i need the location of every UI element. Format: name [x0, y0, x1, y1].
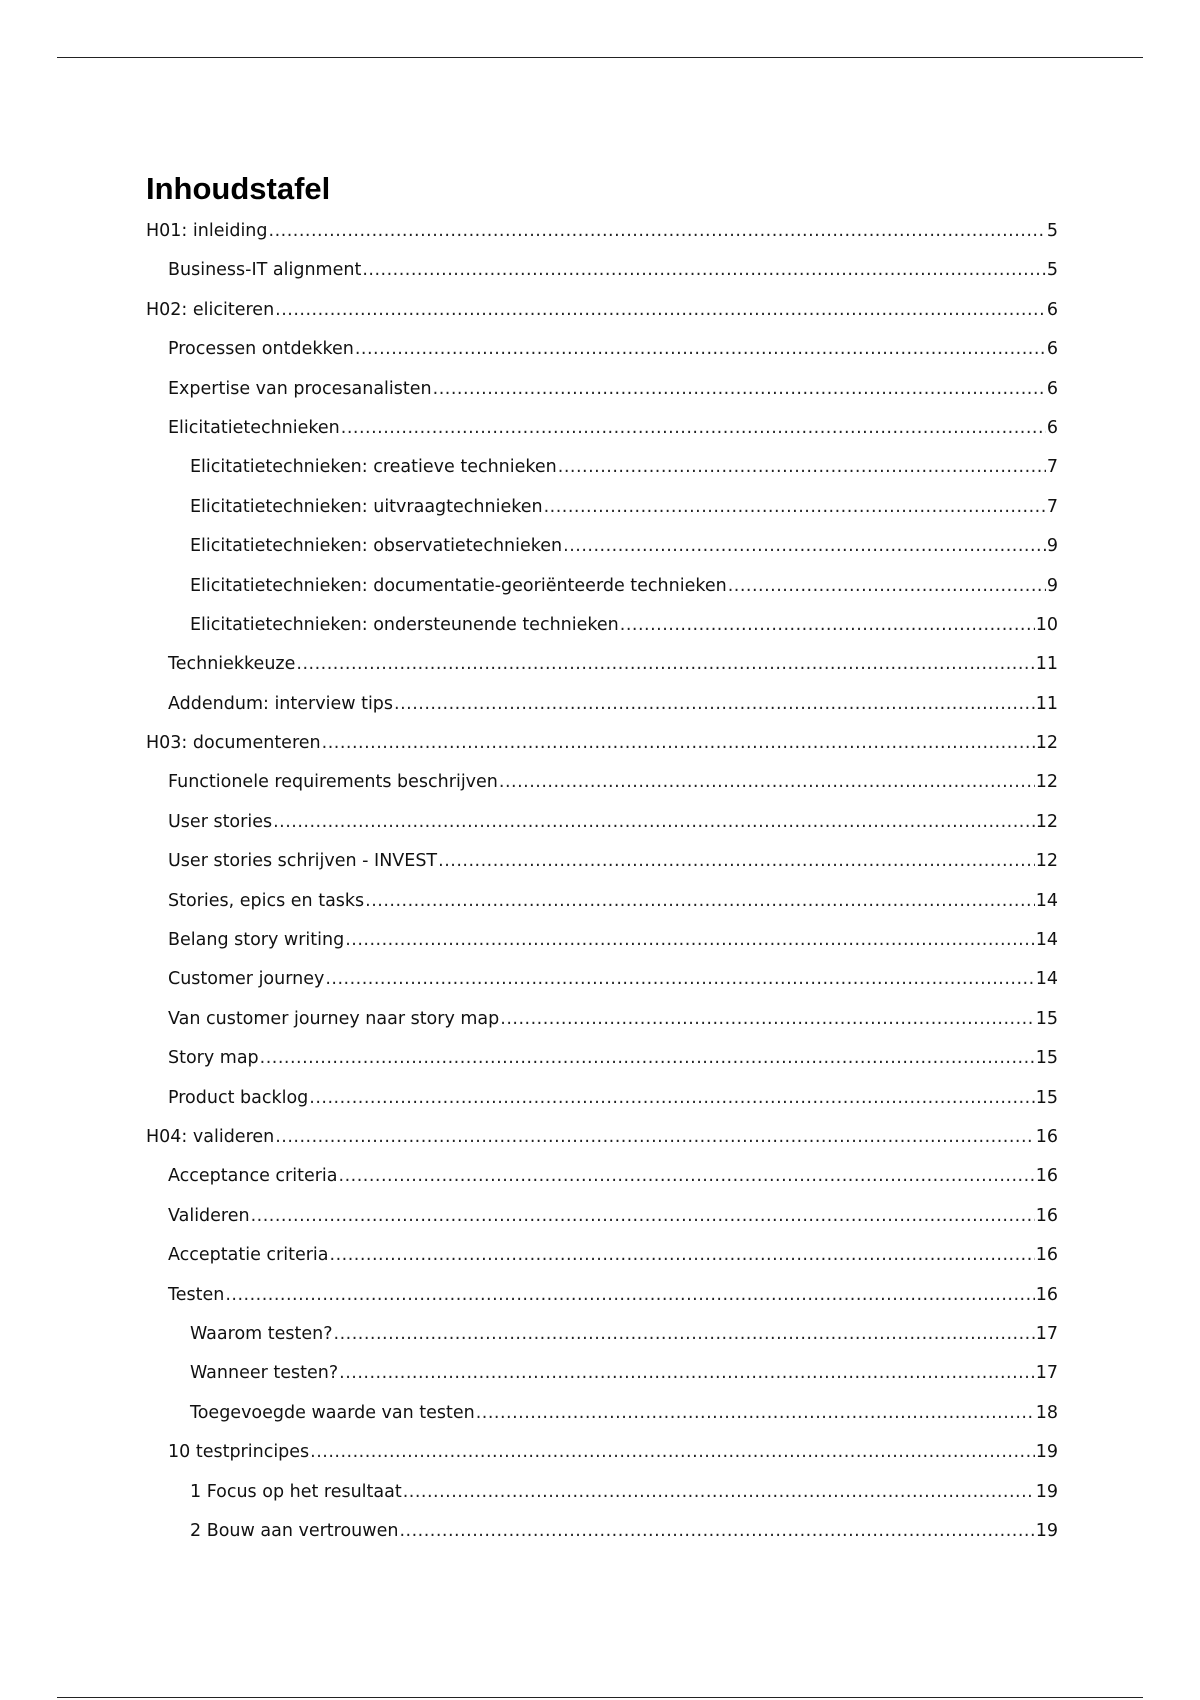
toc-dot-leader: [433, 370, 1046, 409]
toc-entry[interactable]: [146, 606, 1058, 645]
toc-entry[interactable]: [146, 960, 1058, 999]
toc-dot-leader: [399, 1512, 1034, 1551]
toc-entry-page-number: 9: [1046, 536, 1058, 557]
toc-entry-title: Valideren: [168, 1205, 250, 1226]
toc-dot-leader: [334, 1315, 1035, 1354]
toc-dot-leader: [275, 1118, 1034, 1157]
toc-entry-page-number: 14: [1035, 930, 1058, 951]
toc-entry-title: Customer journey: [168, 969, 325, 990]
toc-entry[interactable]: [146, 1315, 1058, 1354]
toc-entry-page-number: 16: [1035, 1245, 1058, 1266]
toc-entry-title: Business-IT alignment: [168, 260, 362, 281]
toc-entry-page-number: 14: [1035, 969, 1058, 990]
toc-entry-page-number: 7: [1046, 457, 1058, 478]
toc-dot-leader: [620, 606, 1035, 645]
toc-entry-title: Acceptance criteria: [168, 1166, 338, 1187]
toc-entry[interactable]: [146, 212, 1058, 251]
toc-dot-leader: [273, 803, 1035, 842]
toc-entry-page-number: 16: [1035, 1205, 1058, 1226]
toc-entry[interactable]: [146, 1118, 1058, 1157]
toc-entry[interactable]: [146, 1473, 1058, 1512]
toc-entry-page-number: 17: [1035, 1323, 1058, 1344]
toc-entry-page-number: 6: [1046, 299, 1058, 320]
toc-entry[interactable]: [146, 1433, 1058, 1472]
toc-dot-leader: [500, 1000, 1034, 1039]
toc-entry-page-number: 6: [1046, 378, 1058, 399]
toc-entry-title: Functionele requirements beschrijven: [168, 772, 498, 793]
toc-entry-title: Elicitatietechnieken: uitvraagtechnieken: [190, 496, 543, 517]
toc-entry-title: Elicitatietechnieken: [168, 417, 340, 438]
footer-rule: [57, 1697, 1143, 1698]
toc-dot-leader: [544, 488, 1046, 527]
toc-entry-title: Stories, epics en tasks: [168, 890, 365, 911]
toc-entry-title: Elicitatietechnieken: creatieve technieken: [190, 457, 557, 478]
toc-dot-leader: [225, 1276, 1034, 1315]
toc-entry[interactable]: [146, 685, 1058, 724]
toc-dot-leader: [309, 1079, 1034, 1118]
toc-entry-title: Processen ontdekken: [168, 339, 354, 360]
toc-dot-leader: [296, 645, 1034, 684]
toc-entry[interactable]: [146, 527, 1058, 566]
toc-entry-title: Expertise van procesanalisten: [168, 378, 432, 399]
toc-entry[interactable]: [146, 1512, 1058, 1551]
toc-dot-leader: [310, 1433, 1035, 1472]
toc-entry[interactable]: [146, 448, 1058, 487]
toc-entry-page-number: 12: [1035, 772, 1058, 793]
toc-entry-title: User stories schrijven - INVEST: [168, 851, 438, 872]
toc-entry-title: H01: inleiding: [146, 221, 268, 241]
toc-entry-title: Wanneer testen?: [190, 1363, 339, 1384]
toc-dot-leader: [269, 212, 1046, 251]
toc-entry-title: Elicitatietechnieken: ondersteunende technieken: [190, 614, 619, 635]
toc-entry-title: Testen: [168, 1284, 225, 1305]
toc-entry-page-number: 19: [1035, 1481, 1058, 1502]
toc-entry-page-number: 19: [1035, 1442, 1058, 1463]
toc-dot-leader: [476, 1394, 1035, 1433]
toc-entry-title: 2 Bouw aan vertrouwen: [190, 1520, 399, 1541]
toc-entry-title: Acceptatie criteria: [168, 1245, 329, 1266]
toc-entry-title: 1 Focus op het resultaat: [190, 1481, 402, 1502]
toc-entry-page-number: 16: [1035, 1166, 1058, 1187]
toc-entry-page-number: 6: [1046, 339, 1058, 360]
toc-dot-leader: [558, 448, 1046, 487]
toc-entry[interactable]: [146, 645, 1058, 684]
toc-entry-title: Toegevoegde waarde van testen: [190, 1402, 475, 1423]
toc-entry-page-number: 19: [1035, 1520, 1058, 1541]
toc-entry-title: Waarom testen?: [190, 1323, 333, 1344]
toc-entry-page-number: 9: [1046, 575, 1058, 596]
toc-entry-page-number: 18: [1035, 1402, 1058, 1423]
toc-entry-page-number: 16: [1035, 1126, 1058, 1147]
toc-entry-title: Elicitatietechnieken: documentatie-georiënteerde technieken: [190, 575, 727, 596]
toc-entry-page-number: 14: [1035, 890, 1058, 911]
toc-entry-page-number: 12: [1035, 851, 1058, 872]
toc-entry-title: Van customer journey naar story map: [168, 1008, 500, 1029]
toc-entry[interactable]: [146, 803, 1058, 842]
toc-entry-title: Techniekkeuze: [168, 654, 296, 675]
toc-entry-title: Elicitatietechnieken: observatietechnieken: [190, 536, 563, 557]
toc-dot-leader: [260, 1039, 1035, 1078]
toc-dot-leader: [322, 724, 1035, 763]
toc-entry-title: H03: documenteren: [146, 733, 321, 754]
toc-entry[interactable]: [146, 1354, 1058, 1393]
toc-entry[interactable]: [146, 567, 1058, 606]
toc-dot-leader: [365, 882, 1035, 921]
toc-entry-page-number: 11: [1035, 693, 1058, 714]
toc-dot-leader: [499, 763, 1035, 802]
toc-entry[interactable]: [146, 724, 1058, 763]
toc-entry-page-number: 6: [1046, 417, 1058, 438]
toc-dot-leader: [355, 330, 1046, 369]
toc-dot-leader: [341, 409, 1046, 448]
toc-entry[interactable]: [146, 1236, 1058, 1275]
toc-entry[interactable]: [146, 1157, 1058, 1196]
toc-entry-title: H04: valideren: [146, 1126, 275, 1147]
toc-title: Inhoudstafel: [146, 171, 331, 206]
toc-dot-leader: [362, 251, 1046, 290]
toc-dot-leader: [438, 842, 1035, 881]
toc-entry[interactable]: [146, 291, 1058, 330]
table-of-contents: [146, 168, 1058, 1551]
toc-entry-page-number: 7: [1046, 496, 1058, 517]
toc-entry-page-number: 15: [1035, 1087, 1058, 1108]
toc-entry-page-number: 16: [1035, 1284, 1058, 1305]
toc-entry-page-number: 15: [1035, 1048, 1058, 1069]
toc-entry[interactable]: [146, 370, 1058, 409]
toc-entry-page-number: 12: [1035, 733, 1058, 754]
toc-entry-page-number: 10: [1035, 614, 1058, 635]
toc-entry[interactable]: [146, 1079, 1058, 1118]
toc-dot-leader: [403, 1473, 1035, 1512]
toc-dot-leader: [339, 1354, 1035, 1393]
toc-entry[interactable]: [146, 842, 1058, 881]
toc-dot-leader: [345, 921, 1035, 960]
toc-entry-title: 10 testprincipes: [168, 1442, 310, 1463]
toc-entry-title: H02: eliciteren: [146, 299, 275, 320]
toc-dot-leader: [330, 1236, 1035, 1275]
toc-entry-page-number: 15: [1035, 1008, 1058, 1029]
toc-entry-title: Addendum: interview tips: [168, 693, 394, 714]
toc-list: [146, 212, 1058, 1551]
toc-entry-page-number: 11: [1035, 654, 1058, 675]
toc-entry[interactable]: [146, 1000, 1058, 1039]
toc-entry-page-number: 17: [1035, 1363, 1058, 1384]
toc-dot-leader: [275, 291, 1046, 330]
toc-dot-leader: [563, 527, 1046, 566]
toc-entry[interactable]: [146, 763, 1058, 802]
toc-entry[interactable]: [146, 1394, 1058, 1433]
toc-entry[interactable]: [146, 409, 1058, 448]
toc-entry-title: Product backlog: [168, 1087, 309, 1108]
toc-entry[interactable]: [146, 251, 1058, 290]
toc-entry[interactable]: [146, 921, 1058, 960]
toc-entry-title: Story map: [168, 1048, 259, 1069]
toc-entry-title: Belang story writing: [168, 930, 345, 951]
toc-entry-page-number: 5: [1046, 260, 1058, 281]
toc-dot-leader: [325, 960, 1034, 999]
toc-entry[interactable]: [146, 330, 1058, 369]
toc-entry[interactable]: [146, 882, 1058, 921]
toc-entry-title: User stories: [168, 811, 273, 832]
header-rule: [57, 57, 1143, 58]
toc-dot-leader: [394, 685, 1035, 724]
toc-dot-leader: [728, 567, 1046, 606]
toc-entry[interactable]: [146, 488, 1058, 527]
toc-entry[interactable]: [146, 1197, 1058, 1236]
toc-entry[interactable]: [146, 1276, 1058, 1315]
toc-entry-page-number: 12: [1035, 811, 1058, 832]
toc-dot-leader: [251, 1197, 1035, 1236]
toc-dot-leader: [339, 1157, 1035, 1196]
toc-entry-page-number: 5: [1046, 221, 1058, 241]
toc-entry[interactable]: [146, 1039, 1058, 1078]
